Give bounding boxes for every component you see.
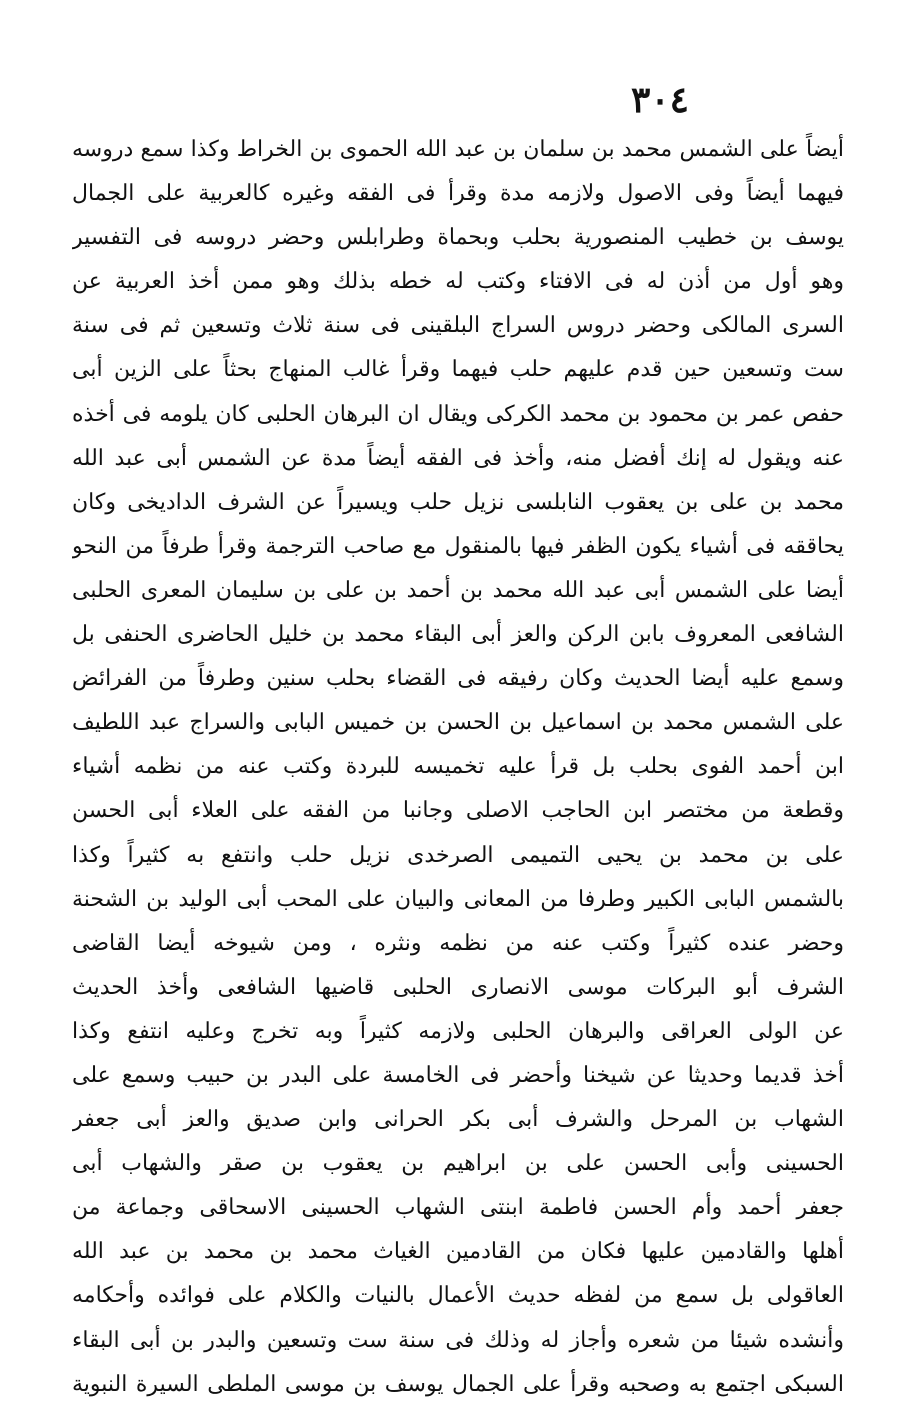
text-line: الشافعى المعروف بابن الركن والعز أبى البقاء محمد بن خليل الحاضرى الحنفى بل bbox=[72, 622, 844, 648]
text-line: ابن أحمد الفوى بحلب بل قرأ عليه تخميسه للبردة وكتب عنه من نظمه أشياء bbox=[72, 754, 844, 780]
text-line: وقطعة من مختصر ابن الحاجب الاصلى وجانبا من الفقه على العلاء أبى الحسن bbox=[72, 798, 844, 824]
text-line: وحضر عنده كثيراً وكتب عنه من نظمه ونثره ، ومن شيوخه أيضا القاضى bbox=[72, 930, 844, 956]
text-line: السرى المالكى وحضر دروس السراج البلقينى فى سنة ثلاث وتسعين ثم فى سنة bbox=[72, 313, 844, 339]
text-line: أهلها والقادمين عليها فكان من القادمين الغياث محمد بن محمد بن عبد الله bbox=[72, 1239, 844, 1265]
text-line: فيهما أيضاً وفى الاصول ولازمه مدة وقرأ فى الفقه وغيره كالعربية على الجمال bbox=[72, 181, 844, 207]
text-line: وهو أول من أذن له فى الافتاء وكتب له خطه بذلك وهو ممن أخذ العربية عن bbox=[72, 269, 844, 295]
text-line: الحسينى وأبى الحسن على بن ابراهيم بن يعقوب بن صقر والشهاب أبى bbox=[72, 1151, 844, 1177]
text-line: وأنشده شيئا من شعره وأجاز له وذلك فى سنة ست وتسعين والبدر بن أبى البقاء bbox=[72, 1327, 844, 1353]
body-text bbox=[72, 128, 844, 1407]
text-line: يوسف بن خطيب المنصورية بحلب وبحماة وطرابلس وحضر دروسه فى التفسير bbox=[72, 225, 844, 251]
text-line: بالشمس البابى الكبير وطرفا من المعانى والبيان على المحب أبى الوليد بن الشحنة bbox=[72, 886, 844, 912]
text-line: جعفر أحمد وأم الحسن فاطمة ابنتى الشهاب الحسينى الاسحاقى وجماعة من bbox=[72, 1195, 844, 1221]
text-line: أيضاً على الشمس محمد بن سلمان بن عبد الله الحموى بن الخراط وكذا سمع دروسه bbox=[72, 137, 844, 162]
text-line: على الشمس محمد بن اسماعيل بن الحسن بن خميس البابى والسراج عبد اللطيف bbox=[72, 710, 844, 736]
text-line: أخذ قديما وحديثا عن شيخنا وأحضر فى الخامسة على البدر بن حبيب وسمع على bbox=[72, 1062, 844, 1088]
text-line: عن الولى العراقى والبرهان الحلبى ولازمه كثيراً وبه تخرج وعليه انتفع وكذا bbox=[72, 1018, 844, 1044]
text-line: الشرف أبو البركات موسى الانصارى الحلبى قاضيها الشافعى وأخذ الحديث bbox=[72, 974, 844, 1000]
text-line: محمد بن على بن يعقوب النابلسى نزيل حلب ويسيراً عن الشرف الداديخى وكان bbox=[72, 489, 844, 515]
text-line: ست وتسعين حين قدم عليهم حلب فيهما وقرأ غالب المنهاج بحثاً على الزين أبى bbox=[72, 357, 844, 383]
text-line: وسمع عليه أيضا الحديث وكان رفيقه فى القضاء بحلب سنين وطرفاً من الفرائض bbox=[72, 666, 844, 692]
text-line: على بن محمد بن يحيى التميمى الصرخدى نزيل حلب وانتفع به كثيراً وكذا bbox=[72, 842, 844, 868]
text-line: أيضا على الشمس أبى عبد الله محمد بن أحمد بن على بن سليمان المعرى الحلبى bbox=[72, 577, 844, 603]
text-line: الشهاب بن المرحل والشرف أبى بكر الحرانى وابن صديق والعز أبى جعفر bbox=[72, 1107, 844, 1133]
page-number: ٣٠٤ bbox=[630, 79, 689, 121]
text-line: العاقولى بل سمع من لفظه حديث الأعمال بالنيات والكلام على فوائده وأحكامه bbox=[72, 1283, 844, 1309]
text-line: يحاققه فى أشياء يكون الظفر فيها بالمنقول مع صاحب الترجمة وقرأ طرفاً من النحو bbox=[72, 533, 844, 559]
text-line: عنه ويقول له إنك أفضل منه، وأخذ فى الفقه أيضاً مدة عن الشمس أبى عبد الله bbox=[72, 445, 844, 471]
text-line: السبكى اجتمع به وصحبه وقرأ على الجمال يوسف بن موسى الملطى السيرة النبوية bbox=[72, 1371, 844, 1397]
text-line: حفص عمر بن محمود بن محمد الكركى ويقال ان البرهان الحلبى كان يلومه فى أخذه bbox=[72, 401, 844, 427]
